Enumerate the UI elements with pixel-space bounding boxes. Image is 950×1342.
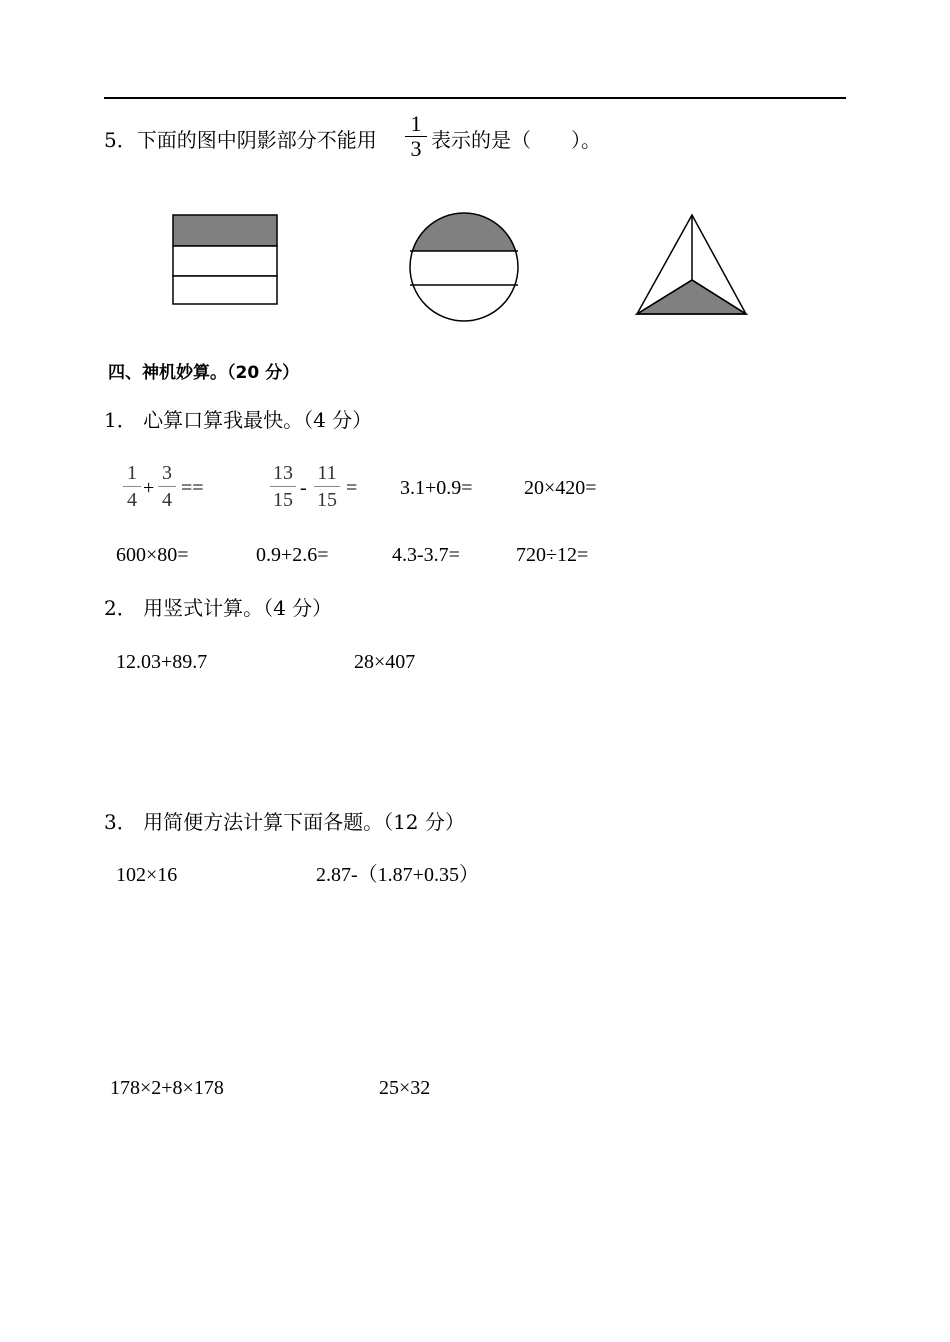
section4-title: 四、神机妙算。（20 分） bbox=[108, 363, 300, 383]
expr-0-9-plus-2-6: 0.9+2.6= bbox=[256, 544, 329, 566]
expr-600x80: 600×80= bbox=[116, 544, 189, 566]
expr-178x2-plus-8x178: 178×2+8×178 bbox=[110, 1077, 224, 1099]
fraction-denominator: 3 bbox=[410, 136, 422, 161]
fraction-11-15 bbox=[314, 462, 340, 511]
expr-102x16: 102×16 bbox=[116, 864, 178, 886]
circle-shaded-part bbox=[405, 208, 523, 251]
q5-prefix: 5．下面的图中阴影部分不能用 bbox=[104, 128, 377, 152]
p2-title: 2． 用竖式计算。（4 分） bbox=[104, 596, 333, 620]
expr-20x420: 20×420= bbox=[524, 477, 597, 499]
fraction-1-4 bbox=[123, 462, 141, 511]
equals-sign-1: == bbox=[181, 477, 204, 499]
expr-25x32: 25×32 bbox=[379, 1077, 431, 1099]
expr-12-03-plus-89-7: 12.03+89.7 bbox=[116, 651, 208, 673]
fraction-numerator: 11 bbox=[317, 462, 337, 484]
fraction-denominator: 4 bbox=[127, 489, 137, 511]
q5-fraction bbox=[405, 111, 427, 161]
rect-part-3 bbox=[173, 276, 277, 304]
plus-sign: + bbox=[143, 477, 155, 499]
expr-720div12: 720÷12= bbox=[516, 544, 589, 566]
rect-part-2 bbox=[173, 246, 277, 276]
fraction-bar bbox=[123, 486, 141, 487]
fraction-denominator: 4 bbox=[162, 489, 172, 511]
equals-sign-2: = bbox=[346, 477, 358, 499]
circle-figure bbox=[405, 208, 523, 326]
top-rule bbox=[104, 97, 846, 99]
fraction-numerator: 3 bbox=[162, 462, 172, 484]
minus-sign: - bbox=[300, 477, 307, 499]
fraction-bar bbox=[314, 486, 340, 487]
expr-28x407: 28×407 bbox=[354, 651, 416, 673]
expr-3-1-plus-0-9: 3.1+0.9= bbox=[400, 477, 473, 499]
fraction-denominator: 15 bbox=[317, 489, 337, 511]
fraction-numerator: 1 bbox=[410, 111, 422, 136]
triangle-figure bbox=[632, 210, 752, 320]
fraction-3-4 bbox=[158, 462, 176, 511]
fraction-bar bbox=[270, 486, 296, 487]
fraction-13-15 bbox=[270, 462, 296, 511]
p1-title: 1． 心算口算我最快。（4 分） bbox=[104, 408, 373, 432]
expr-4-3-minus-3-7: 4.3-3.7= bbox=[392, 544, 460, 566]
fraction-numerator: 1 bbox=[127, 462, 137, 484]
expr-2-87-minus-paren: 2.87-（1.87+0.35） bbox=[316, 864, 479, 886]
fraction-numerator: 13 bbox=[273, 462, 293, 484]
fraction-denominator: 15 bbox=[273, 489, 293, 511]
p3-title: 3． 用简便方法计算下面各题。（12 分） bbox=[104, 810, 465, 834]
rectangle-figure bbox=[170, 212, 282, 307]
fraction-bar bbox=[158, 486, 176, 487]
rect-shaded-part bbox=[173, 215, 277, 246]
q5-suffix: 表示的是（ ）。 bbox=[431, 128, 601, 152]
